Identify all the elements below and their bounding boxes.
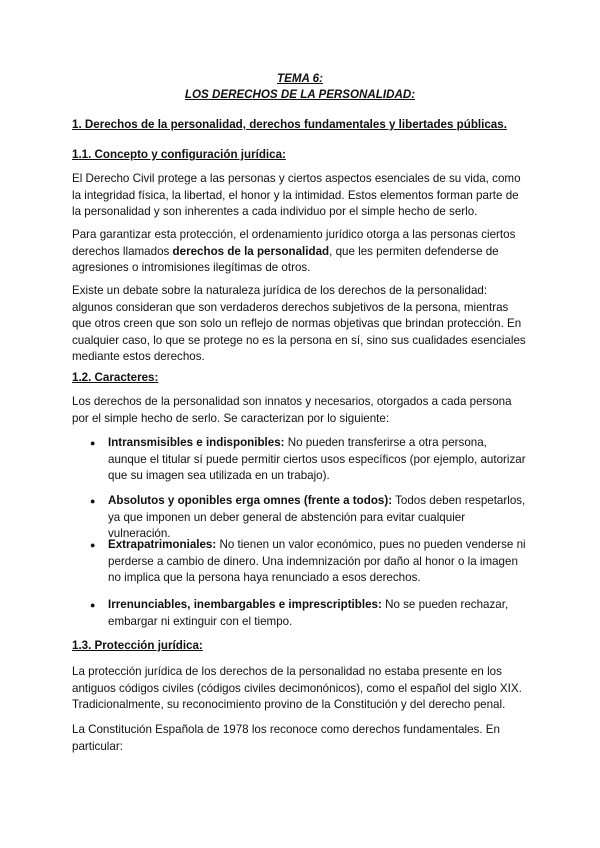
section-1-heading: 1. Derechos de la personalidad, derechos fundamentales y libertades públicas. — [72, 118, 507, 131]
paragraph-caracteres-intro: Los derechos de la personalidad son innatos y necesarios, otorgados a cada persona por el simple hecho de serlo. Se caracterizan por lo siguiente: — [72, 395, 512, 425]
item-text: No tienen un valor económico, pues no pueden venderse ni perderse a cambio de dinero. Una indemnización por daño al honor o la imagen no implica que la persona haya renunciado a esos derechos. — [108, 538, 526, 585]
paragraph-concepto: El Derecho Civil protege a las personas y ciertos aspectos esenciales de su vida, como la integridad física, la libertad, el honor y la intimidad. Estos elementos forman parte de la personalidad y son inherentes a cada individuo por el simple hecho de serlo. — [72, 172, 521, 219]
paragraph-constitucion: La Constitución Española de 1978 los reconoce como derechos fundamentales. En particular: — [72, 723, 500, 753]
section-1-3-heading: 1.3. Protección jurídica: — [72, 639, 203, 652]
item-term: Absolutos y oponibles erga omnes (frente a todos): — [108, 494, 393, 507]
paragraph-proteccion-juridica: La protección jurídica de los derechos de la personalidad no estaba presente en los antiguos códigos civiles (códigos civiles decimonónicos), como el español del siglo XIX. Tradicionalmente, su reconocimiento provino de la Constitución y del derecho penal. — [72, 665, 522, 712]
item-term: Intransmisibles e indisponibles: — [108, 436, 285, 449]
paragraph-naturaleza-juridica: Existe un debate sobre la naturaleza jurídica de los derechos de la personalidad: algunos consideran que son verdaderos derechos subjetivos de la persona, mientras que otros creen que son solo un reflejo de normas objetivas que brindan protección. En cualquier caso, lo que se protege no es la persona en sí, sino sus cualidades esenciales mediante estos derechos. — [72, 284, 526, 364]
paragraph-text: Para garantizar esta protección, el ordenamiento jurídico otorga a las personas ciertos derechos llamados — [72, 228, 516, 258]
bullet-icon: ● — [90, 496, 96, 506]
list-item — [72, 493, 528, 543]
list-item — [72, 537, 528, 587]
item-term: Irrenunciables, inembargables e imprescriptibles: — [108, 598, 382, 611]
paragraph-text: , que les permiten defenderse de agresiones o intromisiones ilegítimas de otros. — [72, 244, 499, 275]
item-term: Extrapatrimoniales: — [108, 538, 217, 551]
bold-term: derechos de la personalidad — [172, 244, 330, 258]
document-title: LOS DERECHOS DE LA PERSONALIDAD: — [184, 88, 416, 101]
list-item — [72, 597, 528, 630]
item-text: Todos deben respetarlos, ya que imponen un deber general de abstención para evitar cualquier vulneración. — [108, 494, 526, 541]
tema-label: TEMA 6: — [277, 72, 323, 85]
bullet-icon: ● — [90, 600, 96, 610]
bullet-icon: ● — [90, 540, 96, 550]
list-item — [72, 435, 528, 485]
item-text: No pueden transferirse a otra persona, aunque el titular sí puede permitir ciertos usos específicos (por ejemplo, autorizar que su imagen sea utilizada en un trabajo). — [108, 436, 526, 483]
section-1-1-heading: 1.1. Concepto y configuración jurídica: — [72, 148, 286, 161]
item-text: No se pueden rechazar, embargar ni extinguir con el tiempo. — [108, 598, 509, 628]
section-1-2-heading: 1.2. Caracteres: — [72, 371, 159, 384]
bullet-icon: ● — [90, 438, 96, 448]
paragraph-proteccion-derechos — [72, 227, 528, 277]
